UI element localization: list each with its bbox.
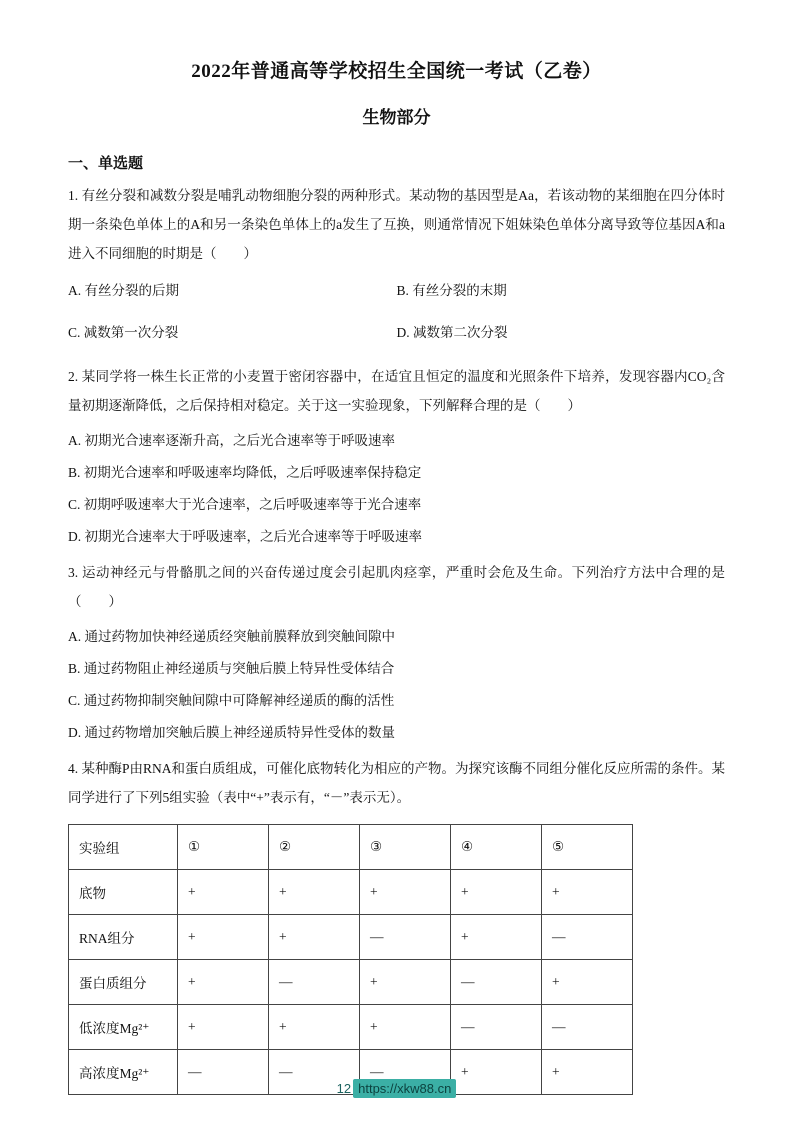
table-row-header xyxy=(69,825,633,870)
question-1-text: 1. 有丝分裂和减数分裂是哺乳动物细胞分裂的两种形式。某动物的基因型是Aa，若该动物的某细胞在四分体时期一条染色单体上的A和另一条染色单体上的a发生了互换，则通常情况下姐妹染色单体分离导致等位基因A和a进入不同细胞的时期是（ ） xyxy=(68,188,725,261)
question-1-options xyxy=(68,270,725,354)
table-cell: + xyxy=(178,870,269,915)
section-heading: 一、单选题 xyxy=(68,156,144,172)
table-cell: + xyxy=(542,960,633,1005)
experiment-table xyxy=(68,824,633,1095)
option-a: A. 初期光合速率逐渐升高，之后光合速率等于呼吸速率 xyxy=(68,433,395,448)
page-footer xyxy=(0,1081,793,1096)
option-b: B. 初期光合速率和呼吸速率均降低，之后呼吸速率保持稳定 xyxy=(68,465,422,480)
question-3-options xyxy=(68,626,725,744)
table-cell: — xyxy=(269,960,360,1005)
table-row-rna xyxy=(69,915,633,960)
option-c: C. 通过药物抑制突触间隙中可降解神经递质的酶的活性 xyxy=(68,693,395,708)
table-cell: — xyxy=(360,915,451,960)
table-cell: 底物 xyxy=(69,870,178,915)
table-cell: ② xyxy=(269,825,360,870)
table-cell: — xyxy=(542,1005,633,1050)
question-2-text: 2. 某同学将一株生长正常的小麦置于密闭容器中，在适宜且恒定的温度和光照条件下培养，发现容器内CO₂含量初期逐渐降低，之后保持相对稳定。关于这一实验现象，下列解释合理的是（ ） xyxy=(68,369,725,413)
table-cell: + xyxy=(451,915,542,960)
option-a: A. 通过药物加快神经递质经突触前膜释放到突触间隙中 xyxy=(68,629,395,644)
table-cell: ③ xyxy=(360,825,451,870)
question-3-text: 3. 运动神经元与骨骼肌之间的兴奋传递过度会引起肌肉痉挛，严重时会危及生命。下列治疗方法中合理的是（ ） xyxy=(68,565,725,609)
option-a: A. 有丝分裂的后期 xyxy=(68,283,179,298)
table-cell: 低浓度Mg²⁺ xyxy=(69,1005,178,1050)
option-d: D. 初期光合速率大于呼吸速率，之后光合速率等于呼吸速率 xyxy=(68,529,422,544)
table-cell: — xyxy=(451,1005,542,1050)
table-cell: 蛋白质组分 xyxy=(69,960,178,1005)
table-cell: + xyxy=(178,1005,269,1050)
table-cell: + xyxy=(178,960,269,1005)
question-2 xyxy=(68,362,725,548)
table-cell: + xyxy=(451,1050,542,1095)
page-subtitle: 生物部分 xyxy=(362,108,431,127)
page-number: 12 xyxy=(336,1081,352,1096)
table-cell: ⑤ xyxy=(542,825,633,870)
table-cell: + xyxy=(360,960,451,1005)
table-row-substrate xyxy=(69,870,633,915)
table-cell: + xyxy=(269,870,360,915)
table-cell: + xyxy=(269,1005,360,1050)
table-cell: + xyxy=(178,915,269,960)
question-1 xyxy=(68,181,725,354)
question-2-options xyxy=(68,430,725,548)
table-cell: — xyxy=(269,1050,360,1095)
table-cell: + xyxy=(360,1005,451,1050)
table-cell: 高浓度Mg²⁺ xyxy=(69,1050,178,1095)
question-4-text: 4. 某种酶P由RNA和蛋白质组成，可催化底物转化为相应的产物。为探究该酶不同组分催化反应所需的条件。某同学进行了下列5组实验（表中“+”表示有，“－”表示无）。 xyxy=(68,761,726,805)
question-4 xyxy=(68,754,725,1095)
table-cell: — xyxy=(360,1050,451,1095)
table-cell: RNA组分 xyxy=(69,915,178,960)
page-title: 2022年普通高等学校招生全国统一考试（乙卷） xyxy=(191,61,602,82)
option-c: C. 减数第一次分裂 xyxy=(68,325,179,340)
option-b: B. 通过药物阻止神经递质与突触后膜上特异性受体结合 xyxy=(68,661,395,676)
question-3 xyxy=(68,558,725,744)
table-row-protein xyxy=(69,960,633,1005)
option-d: D. 减数第二次分裂 xyxy=(396,325,508,340)
table-cell: + xyxy=(542,1050,633,1095)
table-cell: + xyxy=(360,870,451,915)
table-cell: ④ xyxy=(451,825,542,870)
table-cell: 实验组 xyxy=(69,825,178,870)
table-cell: — xyxy=(542,915,633,960)
footer-url: https://xkw88.cn xyxy=(353,1079,456,1098)
table-cell: + xyxy=(269,915,360,960)
option-b: B. 有丝分裂的末期 xyxy=(396,283,507,298)
table-row-low-mg xyxy=(69,1005,633,1050)
table-cell: — xyxy=(451,960,542,1005)
table-cell: ① xyxy=(178,825,269,870)
table-cell: + xyxy=(542,870,633,915)
table-cell: — xyxy=(178,1050,269,1095)
option-d: D. 通过药物增加突触后膜上神经递质特异性受体的数量 xyxy=(68,725,395,740)
table-cell: + xyxy=(451,870,542,915)
option-c: C. 初期呼吸速率大于光合速率，之后呼吸速率等于光合速率 xyxy=(68,497,422,512)
